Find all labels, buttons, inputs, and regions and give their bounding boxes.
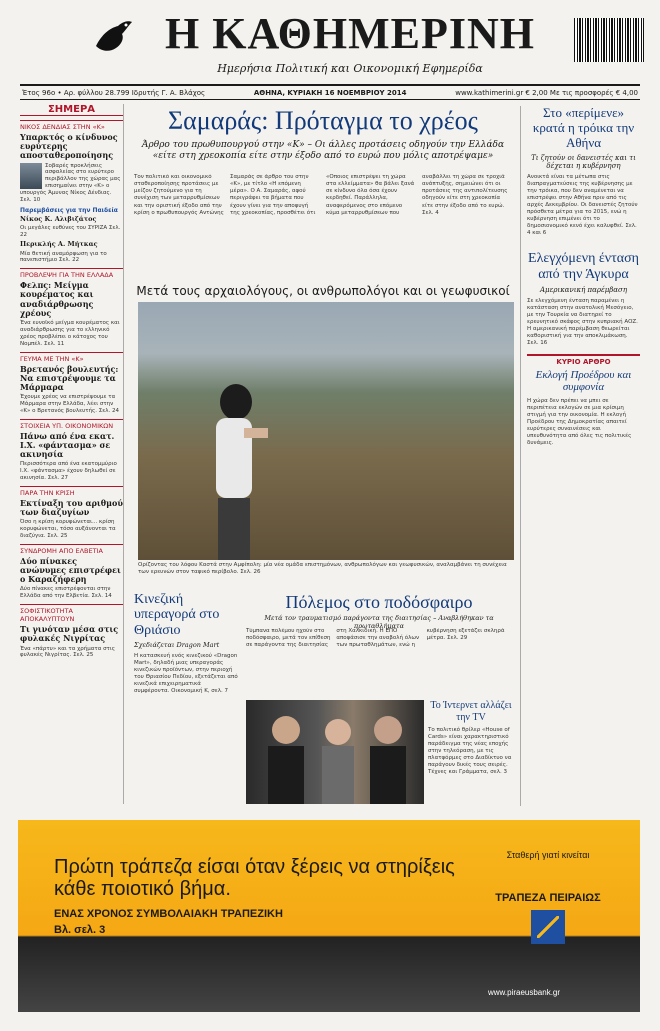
editorial-headline[interactable]: Εκλογή Προέδρου και συμφονία xyxy=(535,368,632,394)
issue-info: Έτος 96ο • Αρ. φύλλου 28.799 Ιδρυτής Γ. Α. Βλάχος xyxy=(22,88,206,97)
portrait-thumbnail xyxy=(20,163,42,189)
main-headline[interactable]: Σαμαράς: Πρόταγμα το χρέος xyxy=(168,106,478,135)
dragon-mart-subhead: Σχεδιάζεται Dragon Mart xyxy=(134,641,220,650)
sidebar-heading: ΣΗΜΕΡΑ xyxy=(20,104,123,116)
tv-story xyxy=(428,700,514,776)
sidebar-section-label: ΓΕΥΜΑ ΜΕ ΤΗΝ «Κ» xyxy=(20,352,123,363)
sidebar-story-title[interactable]: Τι γινόταν μέσα στις φυλακές Νιγρίτας xyxy=(20,624,119,644)
sidebar-story-body: Όσο η κρίση κορυφώνεται... κρίση κορυφώνεται, τόσο αυξάνονται τα διαζύγια. Σελ. 25 xyxy=(20,519,116,539)
sidebar-section-label: ΠΡΟΒΛΕΨΗ ΓΙΑ ΤΗΝ ΕΛΛΑΔΑ xyxy=(20,268,123,279)
masthead-title: Η ΚΑΘΗΜΕΡΙΝΗ xyxy=(165,9,535,58)
dragon-mart-story xyxy=(134,592,238,695)
ad-url[interactable]: www.piraeusbank.gr xyxy=(488,988,561,997)
tv-body: Το πολιτικό θρίλερ «House of Cards» είναι χαρακτηριστικό παράδειγμα της νέας εποχής στην τηλεόραση, με τις πλατφόρμες στο Διαδίκτυο να παράγουν δικές τους σειρές. Τέχνες και Γράμματα, σελ. 3 xyxy=(428,727,512,776)
sidebar-section-label: ΝΙΚΟΣ ΔΕΝΔΙΑΣ ΣΤΗΝ «Κ» xyxy=(20,120,123,131)
football-headline[interactable]: Πόλεμος στο ποδόσφαιρο xyxy=(285,592,473,612)
sidebar-story-title[interactable]: Βρετανός βουλευτής: Να επιστρέψουμε τα Μάρμαρα xyxy=(20,363,119,392)
bank-logo-icon xyxy=(531,910,565,944)
photographer-figure xyxy=(188,382,268,560)
right-column xyxy=(520,106,640,806)
troika-headline[interactable]: Στο «περίμενε» κρατά η τρόικα την Αθήνα xyxy=(532,105,635,150)
main-subhead: Άρθρο του πρωθυπουργού στην «Κ» – Οι άλλες προτάσεις οδηγούν την Ελλάδα «είτε στη χρεοκοπία είτε στην έξοδο από το ευρώ που μόλις αποτρέψαμε» xyxy=(141,140,505,161)
tv-headline[interactable]: Το Ίντερνετ αλλάζει την TV xyxy=(430,700,512,723)
price-info: www.kathimerini.gr € 2,00 Με τις προσφορές € 4,00 xyxy=(455,88,638,97)
sidebar-section-label[interactable]: Παρεμβάσεις για την Παιδεία xyxy=(20,206,118,214)
sidebar-story-body: Οι μεγάλες ευθύνες του ΣΥΡΙΖΑ Σελ. 22 xyxy=(20,225,121,239)
sidebar-story-body: Ένα ευνοϊκό μείγμα κουρέματος και αναδιάρθρωσης για το ελληνικό χρέος προβλέπει ο κάτοχος του Νομπέλ. Σελ. 11 xyxy=(20,320,120,347)
sidebar-story-title[interactable]: Υπαρκτός ο κίνδυνος ευρύτερης αποσταθεροποίησης xyxy=(20,132,118,161)
sidebar-story-title[interactable]: Δύο πίνακες ανώνυμες επιστρέφει ο Καραζήφερη xyxy=(20,555,121,585)
sidebar-story-body: Έχουμε χρέος να επιστρέψουμε τα Μάρμαρα στην Ελλάδα, λέει στην «Κ» ο Βρετανός βουλευτής. Σελ. 24 xyxy=(20,394,119,414)
photo-caption: Ορίζοντας του λόφου Καστά στην Αμφίπολη: μία νέα ομάδα επιστημόνων, ανθρωπολόγων και γεωφυσικών, αναλαμβάνει τη συνέχεια των ερευνών στον ταφικό περίβολο. Σελ. 26 xyxy=(138,562,507,576)
sidebar-story-body: Μία θετική αναμόρφωση για το πανεπιστήμιο Σελ. 22 xyxy=(20,250,107,264)
house-of-cards-photo xyxy=(246,700,424,804)
info-bar xyxy=(20,84,640,100)
masthead-logo xyxy=(92,14,136,58)
sidebar-story-body: Δύο πίνακες επιστρέφονται στην Ελλάδα από την Ελβετία. Σελ. 14 xyxy=(20,586,112,600)
ankara-subhead: Αμερικανική παρέμβαση xyxy=(539,286,628,295)
photo-caption-head[interactable]: Μετά τους αρχαιολόγους, οι ανθρωπολόγοι και οι γεωφυσικοί xyxy=(136,284,510,298)
photo-amphipolis xyxy=(138,302,514,560)
editorial-label: ΚΥΡΙΟ ΑΡΘΡΟ xyxy=(527,354,640,366)
sidebar-story-title[interactable]: Πάνω από ένα εκατ. Ι.Χ. «φάντασμα» σε ακινησία xyxy=(20,430,115,460)
sidebar-story-title[interactable]: Νίκος Κ. Αλιβιζάτος xyxy=(20,214,97,223)
sidebar-section-label: ΣΟΦΙΣΤΙΚΟΤΗΤΑ ΑΠΟΚΑΛΥΠΤΟΥΝ xyxy=(20,604,123,623)
sidebar-section-label: ΣΤΟΙΧΕΙΑ ΥΠ. ΟΙΚΟΝΟΜΙΚΩΝ xyxy=(20,419,123,430)
ankara-headline[interactable]: Ελεγχόμενη ένταση από την Άγκυρα xyxy=(528,251,639,283)
ad-bank-name: ΤΡΑΠΕΖΑ ΠΕΙΡΑΙΩΣ xyxy=(495,892,601,904)
sidebar-section-label: ΣΥΝΔΡΟΜΗ ΑΠΟ ΕΛΒΕΤΙΑ xyxy=(20,544,123,555)
dragon-mart-headline[interactable]: Κινεζική υπεραγορά στο Θριάσιο xyxy=(134,592,220,638)
sidebar-story-body: Ένα «πάρτυ» και τα χρήματα στις φυλακές Νιγρίτας. Σελ. 25 xyxy=(20,645,115,659)
sidebar-story-body: Περισσότερα από ένα εκατομμύριο Ι.Χ. «φάντασμα» έχουν δηλωθεί σε ακινησία. Σελ. 27 xyxy=(20,461,117,481)
sidebar-story-title[interactable]: Εκτίναξη του αριθμού των διαζυγίων xyxy=(20,497,123,518)
piraeus-bank-ad[interactable] xyxy=(18,820,640,1012)
sidebar-section-label: ΠΑΡΑ ΤΗΝ ΚΡΙΣΗ xyxy=(20,486,123,497)
barcode xyxy=(574,18,644,62)
sidebar xyxy=(20,104,124,804)
date-line: ΑΘΗΝΑ, ΚΥΡΙΑΚΗ 16 ΝΟΕΜΒΡΙΟΥ 2014 xyxy=(253,88,407,97)
ad-subline: ΕΝΑΣ ΧΡΟΝΟΣ ΣΥΜΒΟΛΑΙΑΚΗ ΤΡΑΠΕΖΙΚΗ xyxy=(54,908,283,920)
sidebar-story-title[interactable]: Περικλής Α. Μήτκας xyxy=(20,240,98,249)
ad-slogan: Σταθερή γιατί κινείται xyxy=(506,850,590,860)
ad-page-ref: Βλ. σελ. 3 xyxy=(54,924,106,936)
ankara-body: Σε ελεγχόμενη ένταση παραμένει η κατάσταση στην ανατολική Μεσόγειο, με την Τουρκία να διατηρεί το ερευνητικό σκάφος στην κυπριακή ΑΟΖ. Η αμερικανική παρέμβαση θεωρείται καθοριστική για την αποκλιμάκωση. Σελ. 16 xyxy=(527,298,638,347)
main-body: Τον πολιτικό και οικονομικό σταθεροποίησης προτάσεις με μείζον ζητούμενο για τη συνέχιση των μεταρρυθμίσεων και την οριστική έξοδο από την κρίση ο πρωθυπουργός Αντώνης Σαμαράς σε άρθρο του στην «Κ», με τίτλο «Η επόμενη μέρα». Ο Α. Σαμαράς, αφού περιγράφει τα βήματα που έχουν γίνει για την αποφυγή της χρεοκοπίας, προσθέτει ότι «Οποιος επιστρέψει τη χώρα στα ελλείμματα» θα βάλει ξανά σε κίνδυνο όλα όσα έχουν κερδηθεί. Παράλληλα, αναφερόμενος στο επόμενο κύμα μεταρρυθμίσεων που αναβάλλει τη χώρα σε τροχιά ανάπτυξης, σημειώνει ότι οι προτάσεις της αντιπολίτευσης οδηγούν είτε στη χρεοκοπία είτε στην έξοδο από το ευρώ. Σελ. 4 xyxy=(134,174,508,216)
sidebar-story-body: Σοβαρές προκλήσεις ασφαλείας στο ευρύτερο περιβάλλον της χώρας μας επισημαίνει στην «Κ» ο υπουργός Άμυνας Νίκος Δένδιας. Σελ. 10 xyxy=(20,162,121,203)
ad-headline: Πρώτη τράπεζα είσαι όταν ξέρεις να στηρίξεις κάθε ποιοτικό βήμα. xyxy=(54,856,455,900)
football-body: Τύμπανα πολέμου ηχούν στο ποδόσφαιρο, μετά τον επίθεση σε παράγοντα της διαιτησίας στη Χαλκιδική. Η ΕΠΟ αποφάσισε την αναβολή όλων των πρωταθλημάτων, ενώ η κυβέρνηση εξετάζει σκληρά μέτρα. Σελ. 29 xyxy=(246,628,505,649)
troika-subhead: Τι ζητούν οι δανειστές και τι δέχεται η κυβέρνηση xyxy=(531,153,636,170)
troika-body: Ανοικτά είναι τα μέτωπα στις διαπραγματεύσεις της κυβέρνησης με την τρόικα, που δεν αναμένεται να επιστρέψει στην Αθήνα πριν από τις αρχές Δεκεμβρίου. Οι δανειστές ζητούν πρόσθετα μέτρα για το 2015, ενώ η κυβέρνηση επιμένει ότι το δημοσιονομικό κενό έχει καλυφθεί. Σελ. 4 και 6 xyxy=(527,173,638,237)
sidebar-story-title[interactable]: Φελπς: Μείγμα κουρέματος και αναδιάρθρωσης χρέους xyxy=(20,280,94,318)
dragon-mart-body: Η κατασκευή ενός κινεζικού «Dragon Mart», δηλαδή μιας υπεραγοράς κινεζικών προϊόντων, στην περιοχή του Θριασίου Πεδίου, εξετάζεται από κινεζικά επιχειρηματικά συμφέροντα. Οικονομική Κ, σελ. 7 xyxy=(134,653,238,695)
football-subhead: Μετά τον τραυματισμό παράγοντα της διαιτησίας – Αναβλήθηκαν τα πρωταθλήματα xyxy=(264,614,494,630)
masthead-subtitle: Ημερήσια Πολιτική και Οικονομική Εφημερίδα xyxy=(217,62,483,75)
editorial-body: Η χώρα δεν πρέπει να μπει σε περιπέτεια εκλογών σε μια κρίσιμη στιγμή για την οικονομία. Η εκλογή Προέδρου της Δημοκρατίας απαιτεί ευρύτερες συναινέσεις και υπευθυνότητα από όλες τις πολιτικές δυνάμεις. xyxy=(527,397,632,446)
ad-brand-block xyxy=(478,850,618,944)
